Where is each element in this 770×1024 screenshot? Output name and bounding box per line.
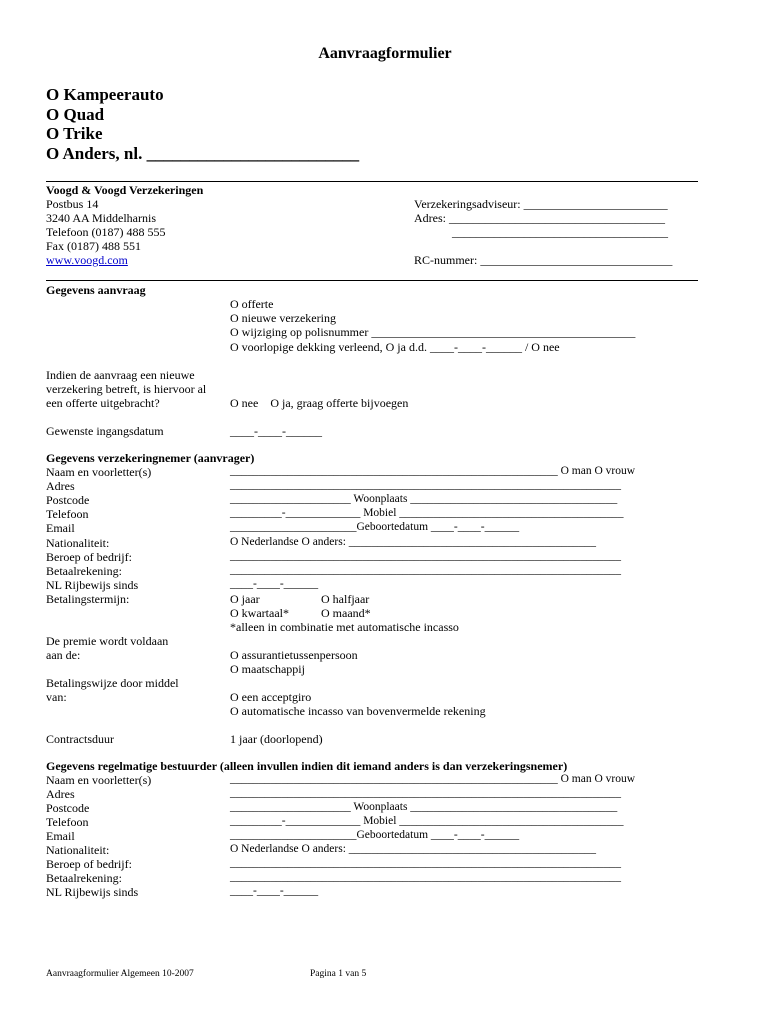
field-label: Adres: [46, 787, 75, 801]
driver-license-date-field[interactable]: ____-____-______: [230, 885, 319, 897]
field-label: Telefoon: [46, 507, 89, 521]
driver-postcode-field[interactable]: _____________________ Woonplaats ____________________________________: [230, 801, 618, 813]
question-label: verzekering betreft, is hiervoor al: [46, 382, 207, 396]
company-name: Voogd & Voogd Verzekeringen: [46, 183, 204, 197]
field-label: Beroep of bedrijf:: [46, 857, 132, 871]
betaal-option-acceptgiro[interactable]: O een acceptgiro: [230, 690, 312, 704]
nationality-field[interactable]: O Nederlandse O anders: ___________________________________________: [230, 536, 597, 548]
field-label: Postcode: [46, 801, 90, 815]
advisor-address-field-2[interactable]: ____________________________________: [452, 225, 668, 239]
bank-account-field[interactable]: ____________________________________________________________________: [230, 564, 621, 576]
betaalwijze-label: Betalingswijze door middel: [46, 676, 179, 690]
driver-phone-field[interactable]: _________-_____________ Mobiel _______________________________________: [230, 815, 624, 827]
option-voorlopige-dekking[interactable]: O voorlopige dekking verleend, O ja d.d. ____-____-______ / O nee: [230, 340, 560, 354]
option-nieuwe-verzekering[interactable]: O nieuwe verzekering: [230, 311, 336, 325]
phone-field[interactable]: _________-_____________ Mobiel _______________________________________: [230, 507, 624, 519]
rc-number-field[interactable]: RC-nummer: ________________________________: [414, 253, 673, 267]
field-label: Betaalrekening:: [46, 564, 122, 578]
company-fax: Fax (0187) 488 551: [46, 239, 141, 253]
page-title: Aanvraagformulier: [318, 45, 452, 62]
section-heading-nemer: Gegevens verzekeringnemer (aanvrager): [46, 451, 255, 465]
vehicle-option-kampeerauto[interactable]: O Kampeerauto: [46, 85, 164, 104]
vehicle-option-quad[interactable]: O Quad: [46, 105, 105, 124]
ingangsdatum-field[interactable]: ____-____-______: [230, 424, 322, 438]
section-heading-aanvraag: Gegevens aanvraag: [46, 283, 146, 297]
company-postcode: 3240 AA Middelharnis: [46, 211, 156, 225]
footer-page-number: Pagina 1 van 5: [310, 969, 367, 979]
driver-address-field[interactable]: ____________________________________________________________________: [230, 787, 621, 799]
email-field[interactable]: ______________________Geboortedatum ____-____-______: [230, 521, 520, 533]
license-date-field[interactable]: ____-____-______: [230, 578, 319, 590]
field-label: Email: [46, 521, 75, 535]
field-label: Adres: [46, 479, 75, 493]
field-label: Telefoon: [46, 815, 89, 829]
offerte-answer[interactable]: O nee O ja, graag offerte bijvoegen: [230, 396, 409, 410]
contractsduur-value: 1 jaar (doorlopend): [230, 732, 323, 746]
question-label: een offerte uitgebracht?: [46, 396, 160, 410]
field-label: Beroep of bedrijf:: [46, 550, 132, 564]
website-link[interactable]: www.voogd.com: [46, 253, 128, 267]
ingangsdatum-label: Gewenste ingangsdatum: [46, 424, 164, 438]
field-label: NL Rijbewijs sinds: [46, 885, 139, 899]
premie-option-maatschappij[interactable]: O maatschappij: [230, 662, 305, 676]
question-label: Indien de aanvraag een nieuwe: [46, 368, 195, 382]
contractsduur-label: Contractsduur: [46, 732, 114, 746]
field-label: Postcode: [46, 493, 90, 507]
address-field[interactable]: ____________________________________________________________________: [230, 479, 621, 491]
company-website: [46, 254, 128, 266]
vehicle-option-trike[interactable]: O Trike: [46, 124, 103, 143]
company-phone: Telefoon (0187) 488 555: [46, 225, 166, 239]
field-label: Naam en voorletter(s): [46, 465, 152, 479]
advisor-field[interactable]: Verzekeringsadviseur: ________________________: [414, 197, 668, 211]
footer-form-name: Aanvraagformulier Algemeen 10-2007: [46, 969, 194, 979]
driver-nationality-field[interactable]: O Nederlandse O anders: ___________________________________________: [230, 843, 597, 855]
vehicle-option-anders[interactable]: O Anders, nl. _________________________: [46, 144, 360, 163]
field-label: Email: [46, 829, 75, 843]
field-label: Betaalrekening:: [46, 871, 122, 885]
divider: [46, 280, 698, 281]
company-address: Postbus 14: [46, 197, 99, 211]
option-wijziging[interactable]: O wijziging op polisnummer ____________________________________________: [230, 325, 636, 339]
driver-name-field[interactable]: _________________________________________________________ O man O vrouw: [230, 773, 636, 785]
field-label: NL Rijbewijs sinds: [46, 578, 139, 592]
premie-option-tussenpersoon[interactable]: O assurantietussenpersoon: [230, 648, 358, 662]
field-label: Naam en voorletter(s): [46, 773, 152, 787]
name-field[interactable]: _________________________________________________________ O man O vrouw: [230, 465, 636, 477]
termijn-option-jaar[interactable]: O jaar: [230, 592, 260, 606]
postcode-field[interactable]: _____________________ Woonplaats ____________________________________: [230, 493, 618, 505]
section-heading-bestuurder: Gegevens regelmatige bestuurder (alleen invullen indien dit iemand anders is dan verzekeringsnemer): [46, 759, 568, 773]
advisor-address-field[interactable]: Adres: ____________________________________: [414, 211, 665, 225]
field-label: Nationaliteit:: [46, 536, 110, 550]
premie-label: aan de:: [46, 648, 81, 662]
divider: [46, 181, 698, 182]
driver-email-field[interactable]: ______________________Geboortedatum ____-____-______: [230, 829, 520, 841]
premie-label: De premie wordt voldaan: [46, 634, 169, 648]
betaal-option-incasso[interactable]: O automatische incasso van bovenvermelde rekening: [230, 704, 486, 718]
option-offerte[interactable]: O offerte: [230, 297, 274, 311]
termijn-option-halfjaar[interactable]: O halfjaar: [321, 592, 370, 606]
occupation-field[interactable]: ____________________________________________________________________: [230, 550, 621, 562]
betaalwijze-label: van:: [46, 690, 67, 704]
field-label: Betalingstermijn:: [46, 592, 130, 606]
field-label: Nationaliteit:: [46, 843, 110, 857]
driver-bank-account-field[interactable]: ____________________________________________________________________: [230, 871, 621, 883]
termijn-option-kwartaal[interactable]: O kwartaal*: [230, 606, 289, 620]
driver-occupation-field[interactable]: ____________________________________________________________________: [230, 857, 621, 869]
termijn-note: *alleen in combinatie met automatische incasso: [230, 620, 459, 634]
termijn-option-maand[interactable]: O maand*: [321, 606, 371, 620]
